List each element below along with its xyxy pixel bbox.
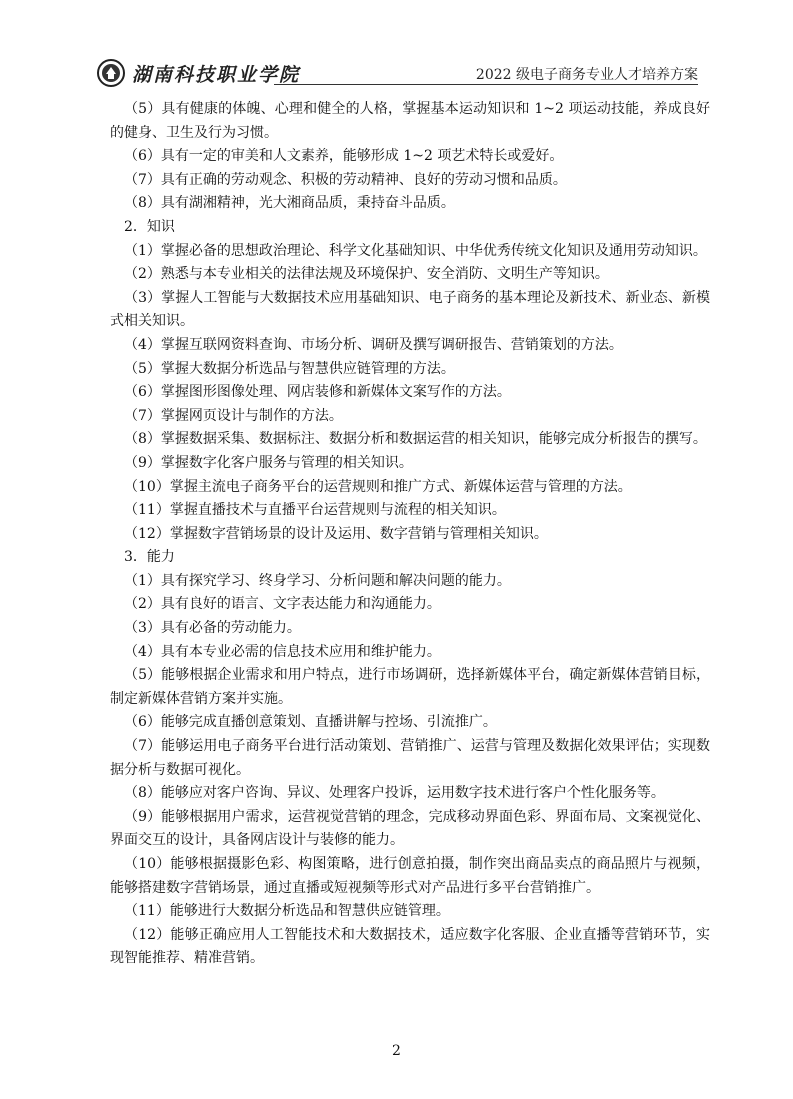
- school-emblem-icon: [96, 58, 126, 88]
- paragraph: （1）具有探究学习、终身学习、分析问题和解决问题的能力。: [124, 572, 511, 589]
- paragraph: （10）能够根据摄影色彩、构图策略，进行创意拍摄，制作突出商品卖点的商品照片与视频，能够搭建数字营销场景，通过直播或短视频等形式对产品进行多平台营销推广。: [110, 856, 710, 896]
- paragraph: （4）具有本专业必需的信息技术应用和维护能力。: [124, 643, 441, 660]
- school-logo: [96, 58, 300, 88]
- document-title: 2022 级电子商务专业人才培养方案: [475, 67, 698, 83]
- paragraph: （8）具有湖湘精神，光大湘商品质，秉持奋斗品质。: [124, 195, 455, 212]
- paragraph: （3）具有必备的劳动能力。: [124, 620, 301, 637]
- paragraph: （5）能够根据企业需求和用户特点，进行市场调研，选择新媒体平台，确定新媒体营销目标，制定新媒体营销方案并实施。: [110, 667, 710, 707]
- paragraph: （2）熟悉与本专业相关的法律法规及环境保护、安全消防、文明生产等知识。: [124, 266, 609, 283]
- paragraph: （4）掌握互联网资料查询、市场分析、调研及撰写调研报告、营销策划的方法。: [124, 336, 623, 353]
- paragraph: （6）具有一定的审美和人文素养，能够形成 1~2 项艺术特长或爱好。: [124, 148, 564, 165]
- paragraph: （6）掌握图形图像处理、网店装修和新媒体文案写作的方法。: [124, 384, 511, 401]
- paragraph: （3）掌握人工智能与大数据技术应用基础知识、电子商务的基本理论及新技术、新业态、新模式相关知识。: [110, 289, 710, 330]
- paragraph: （1）掌握必备的思想政治理论、科学文化基础知识、中华优秀传统文化知识及通用劳动知识。: [124, 242, 707, 259]
- page-body: [110, 98, 710, 971]
- paragraph: （6）能够完成直播创意策划、直播讲解与控场、引流推广。: [124, 714, 497, 731]
- paragraph: （12）掌握数字营销场景的设计及运用、数字营销与管理相关知识。: [124, 525, 548, 542]
- paragraph: （11）掌握直播技术与直播平台运营规则与流程的相关知识。: [124, 502, 506, 519]
- paragraph: （5）具有健康的体魄、心理和健全的人格，掌握基本运动知识和 1~2 项运动技能，养成良好的健身、卫生及行为习惯。: [110, 101, 710, 141]
- header-rule: [274, 84, 698, 85]
- paragraph: （11）能够进行大数据分析选品和智慧供应链管理。: [124, 903, 450, 920]
- paragraph: （7）能够运用电子商务平台进行活动策划、营销推广、运营与管理及数据化效果评估；实现数据分析与数据可视化。: [110, 738, 710, 778]
- section-heading-ability: 3．能力: [124, 549, 175, 566]
- paragraph: （7）具有正确的劳动观念、积极的劳动精神、良好的劳动习惯和品质。: [124, 171, 567, 188]
- paragraph: （8）能够应对客户咨询、异议、处理客户投诉，运用数字技术进行客户个性化服务等。: [124, 785, 665, 802]
- paragraph: （10）掌握主流电子商务平台的运营规则和推广方式、新媒体运营与管理的方法。: [124, 478, 632, 495]
- section-heading-knowledge: 2．知识: [124, 218, 175, 235]
- page-number: 2: [392, 1043, 401, 1059]
- page-header: [96, 58, 698, 88]
- paragraph: （2）具有良好的语言、文字表达能力和沟通能力。: [124, 596, 441, 613]
- paragraph: （5）掌握大数据分析选品与智慧供应链管理的方法。: [124, 360, 455, 377]
- paragraph: （7）掌握网页设计与制作的方法。: [124, 407, 343, 424]
- paragraph: （9）掌握数字化客户服务与管理的相关知识。: [124, 454, 413, 471]
- school-name-logo-text: 湖南科技职业学院: [132, 63, 301, 86]
- paragraph: （8）掌握数据采集、数据标注、数据分析和数据运营的相关知识，能够完成分析报告的撰写。: [124, 431, 707, 448]
- paragraph: （9）能够根据用户需求，运营视觉营销的理念，完成移动界面色彩、界面布局、文案视觉化、界面交互的设计，具备网店设计与装修的能力。: [110, 808, 710, 849]
- paragraph: （12）能够正确应用人工智能技术和大数据技术，适应数字化客服、企业直播等营销环节，实现智能推荐、精准营销。: [110, 926, 710, 967]
